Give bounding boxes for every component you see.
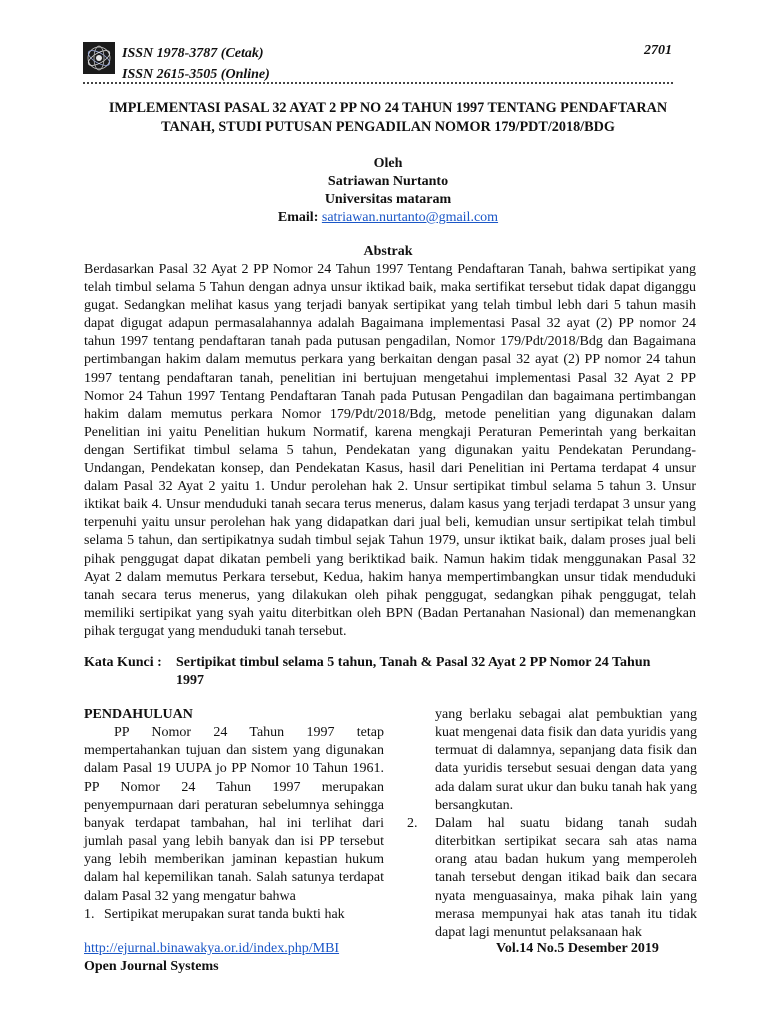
open-journal-systems-label: Open Journal Systems [84, 959, 219, 974]
keywords-line-1 [84, 654, 700, 672]
title-line-1: IMPLEMENTASI PASAL 32 AYAT 2 PP NO 24 TAHUN 1997 TENTANG PENDAFTARAN [108, 100, 668, 116]
email-link[interactable]: satriawan.nurtanto@gmail.com [321, 210, 499, 225]
oleh-label: Oleh [373, 156, 403, 171]
issn-print: ISSN 1978-3787 (Cetak) [122, 46, 264, 61]
journal-logo-icon [83, 42, 115, 74]
header-divider [83, 82, 673, 84]
list-item-number: 2. [407, 815, 418, 831]
abstract-heading: Abstrak [363, 244, 413, 259]
journal-url-link[interactable]: http://ejurnal.binawakya.or.id/index.php/MBI [84, 941, 340, 956]
section-heading-pendahuluan: PENDAHULUAN [84, 707, 193, 722]
right-column [407, 706, 697, 942]
abstract-text: Berdasarkan Pasal 32 Ayat 2 PP Nomor 24 Tahun 1997 Tentang Pendaftaran Tanah, bahwa sertipikat yang telah timbul selama 5 Tahun dengan adnya unsur iktikad baik, maka sertifikat tersebut tidak dapat diganggu gugat. Sedangkan melihat kasus yang terjadi banyak sertipikat yang telah timbul lebh dari 5 tahun masih dapat digugat adapun permasalahannya adalah Bagaimana implementasi Pasal 32 ayat (2) PP nomor 24 tahun 1997 tentang pendaftaran tanah pada putusan pengadilan, Nomor 179/Pdt/2018/Bdg dan Bagaimana pertimbangan hakim dalam memutus perkara yang berkaitan dengan pasal 32 ayat (2) PP nomor 24 tahun 1997 tentang pendaftaran tanah, penelitian ini bertujuan mengetahui implementasi Pasal 32 Ayat 2 PP Nomor 24 Tahun 1997 Tentang Pendaftaran Tanah pada Putusan Pengadilan dan bagaimana pertimbangan hakim dalam memutus perkara Nomor 179/Pdt/2018/Bdg, metode penelitian yang digunakan dalam Penelitian ini yaitu Penelitian hukum Normatif, karena mengkaji Peraturan Pemerintah yang berkaitan dengan Sertifikat timbul selama 5 tahun, Pendekatan yang digunakan yaitu Pendekatan Perundang-Undangan, Pendekatan konsep, dan Pendekatan Kasus, hasil dari Penelitian ini Pertama terdapat 4 unsur dalam Pasal 32 Ayat 2 yaitu 1. Undur perolehan hak 2. Unsur sertipikat timbul selama 5 tahun 3. Unsur iktikat baik 4. Unsur menduduki tanah secara terus menerus, dalam kasus yang terjadi terdapat 3 unsur yang terpenuhi yaitu unsur perolehan hak yang didapatkan dari jual beli, kemudian unsur sertipikat telah timbul selama 5 tahun, dan sertipikatnya sudah timbul sejak Tahun 1979, unsur iktikat baik, dalam proses jual beli pihak penggugat dapat dikatan pembeli yang beriktikad baik. Namun hakim tidak menggunakan Pasal 32 Ayat 2 dalam memutus Perkara tersebut, Kedua, hakim hanya mempertimbangkan unsur tidak menduduki tanah secara terus menerus, yang dilakukan oleh pihak penggugat, sedangkan pihak penggugat, telah memiliki sertipikat yang syah yaitu diterbitkan oleh BPN (Badan Pertanahan Nasional) dan memenangkan pihak tergugat yang menduduki tanah tersebut. [84, 262, 696, 639]
article-title [80, 99, 696, 137]
keywords-text: Sertipikat timbul selama 5 tahun, Tanah & Pasal 32 Ayat 2 PP Nomor 24 Tahun [176, 655, 651, 670]
byline [80, 155, 696, 227]
title-line-2: TANAH, STUDI PUTUSAN PENGADILAN NOMOR 179/PDT/2018/BDG [161, 119, 615, 135]
list-item-number: 1. [84, 906, 95, 922]
author-name: Satriawan Nurtanto [327, 174, 449, 189]
volume-info: Vol.14 No.5 Desember 2019 [496, 941, 659, 956]
intro-paragraph: PP Nomor 24 Tahun 1997 tetap mempertahankan tujuan dan sistem yang digunakan dalam Pasal 19 UUPA jo PP Nomor 10 Tahun 1961. PP Nomor 24 Tahun 1997 merupakan penyempurnaan dari peraturan sebelumnya sehingga banyak terdapat tambahan, hal ini terlihat dari jumlah pasal yang lebih banyak dan isi PP tersebut yang lebih memberikan jaminan kepastian hukum dalam hal kepemilikan tanah. Salah satunya terdapat dalam Pasal 32 yang mengatur bahwa [84, 725, 384, 904]
list-item-continued: yang berlaku sebagai alat pembuktian yang kuat mengenai data fisik dan data yuridis yang termuat di dalamnya, sepanjang data fisik dan data yuridis tersebut sesuai dengan data yang ada dalam surat ukur dan buku tanah hak yang bersangkutan. [435, 707, 697, 813]
issn-online: ISSN 2615-3505 (Online) [122, 67, 270, 82]
issn-block [122, 43, 270, 85]
list-item-text: Sertipikat merupakan surat tanda bukti hak [104, 906, 345, 922]
email-line [80, 209, 696, 227]
page-number: 2701 [644, 43, 672, 58]
email-label: Email: [277, 210, 319, 225]
keywords [84, 654, 700, 690]
list-item-text: Dalam hal suatu bidang tanah sudah diterbitkan sertipikat secara sah atas nama orang atau badan hukum yang memperoleh tanah tersebut dengan itikad baik dan secara nyata menguasainya, maka pihak lain yang merasa mempunyai hak atas tanah itu tidak dapat lagi menuntut pelaksanaan hak [435, 815, 697, 940]
keywords-line-2: 1997 [176, 673, 204, 688]
author-affiliation: Universitas mataram [324, 192, 452, 207]
list-item [407, 815, 697, 942]
left-column [84, 706, 384, 924]
keywords-label: Kata Kunci : [84, 655, 162, 670]
list-item [84, 906, 384, 924]
